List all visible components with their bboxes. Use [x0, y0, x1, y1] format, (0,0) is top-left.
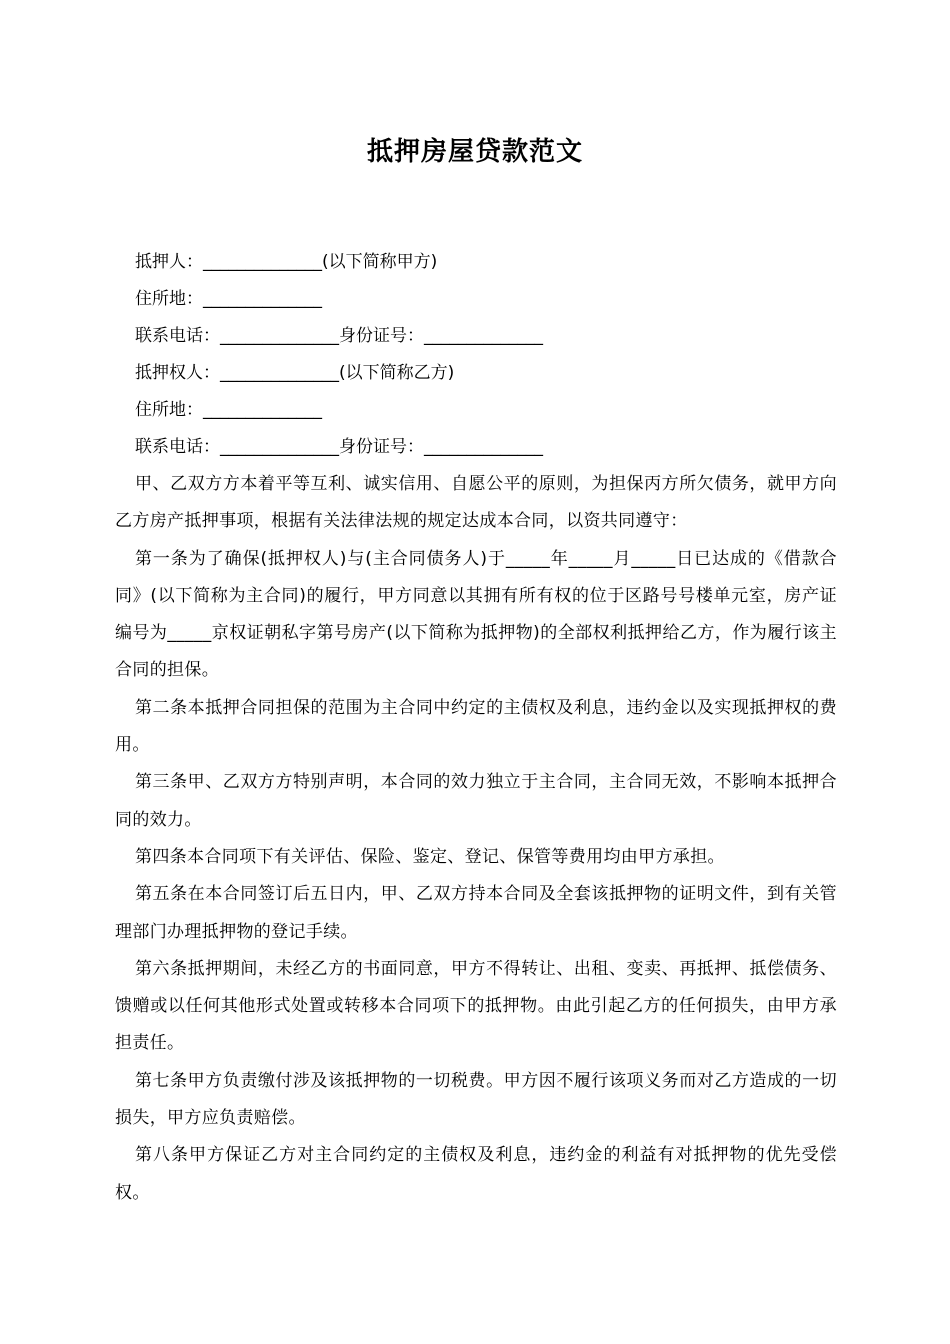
document-title: 抵押房屋贷款范文 — [366, 137, 583, 167]
pledgor-field: 抵押人：______________(以下简称甲方) — [135, 252, 438, 272]
article-8-paragraph: 第八条甲方保证乙方对主合同约定的主债权及利息，违约金的利益有对抵押物的优先受偿权。 — [115, 1145, 837, 1203]
article-7-paragraph: 第七条甲方负责缴付涉及该抵押物的一切税费。甲方因不履行该项义务而对乙方造成的一切损失，甲方应负责赔偿。 — [115, 1070, 837, 1129]
article-1-paragraph: 第一条为了确保(抵押权人)与(主合同债务人)于_____年_____月_____日已达成的《借款合同》(以下简称为主合同)的履行，甲方同意以其拥有所有权的位于区路号号楼单元室，房产证编号为_____京权证朝私字第号房产(以下简称为抵押物)的全部权利抵押给乙方，作为履行该主合同的担保。 — [115, 548, 837, 681]
article-2-paragraph: 第二条本抵押合同担保的范围为主合同中约定的主债权及利息，违约金以及实现抵押权的费用。 — [115, 697, 837, 756]
preamble-paragraph: 甲、乙双方方本着平等互利、诚实信用、自愿公平的原则，为担保丙方所欠债务，就甲方向乙方房产抵押事项，根据有关法律法规的规定达成本合同，以资共同遵守： — [115, 474, 837, 532]
article-6-paragraph: 第六条抵押期间，未经乙方的书面同意，甲方不得转让、出租、变卖、再抵押、抵偿债务、馈赠或以任何其他形式处置或转移本合同项下的抵押物。由此引起乙方的任何损失，由甲方承担责任。 — [115, 958, 837, 1054]
article-5-paragraph: 第五条在本合同签订后五日内，甲、乙双方持本合同及全套该抵押物的证明文件，到有关管理部门办理抵押物的登记手续。 — [115, 884, 837, 942]
pledgee-address-field: 住所地：______________ — [135, 400, 322, 420]
document-body — [115, 244, 837, 1212]
pledgor-address-field: 住所地：______________ — [135, 289, 322, 309]
pledgor-contact-field: 联系电话：______________身份证号：______________ — [135, 326, 543, 346]
pledgee-contact-field: 联系电话：______________身份证号：______________ — [135, 437, 543, 457]
article-3-paragraph: 第三条甲、乙双方方特别声明，本合同的效力独立于主合同，主合同无效，不影响本抵押合同的效力。 — [115, 772, 837, 830]
pledgee-field: 抵押权人：______________(以下简称乙方) — [135, 363, 455, 383]
article-4-paragraph: 第四条本合同项下有关评估、保险、鉴定、登记、保管等费用均由甲方承担。 — [135, 846, 725, 867]
